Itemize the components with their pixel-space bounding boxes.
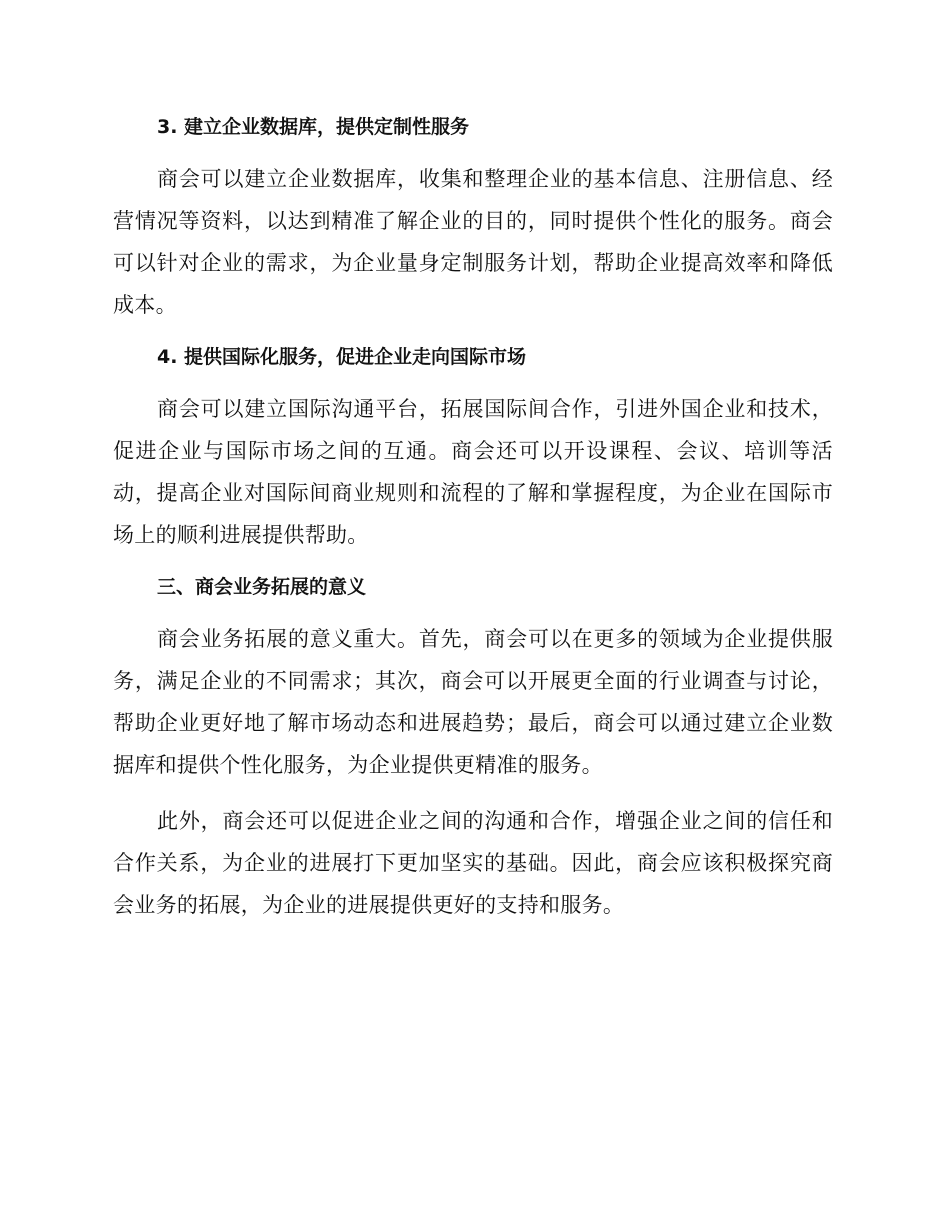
document-body xyxy=(113,110,833,940)
heading-section-4: 4. 提供国际化服务，促进企业走向国际市场 xyxy=(157,346,527,368)
paragraph-significance: 商会业务拓展的意义重大。首先，商会可以在更多的领域为企业提供服务，满足企业的不同需求；其次，商会可以开展更全面的行业调查与讨论，帮助企业更好地了解市场动态和进展趋势；最后，商会可以通过建立企业数据库和提供个性化服务，为企业提供更精准的服务。 xyxy=(113,627,833,777)
heading-section-3: 3. 建立企业数据库，提供定制性服务 xyxy=(157,116,470,138)
paragraph-database: 商会可以建立企业数据库，收集和整理企业的基本信息、注册信息、经营情况等资料，以达到精准了解企业的目的，同时提供个性化的服务。商会可以针对企业的需求，为企业量身定制服务计划，帮助企业提高效率和降低成本。 xyxy=(113,167,833,317)
paragraph-international: 商会可以建立国际沟通平台，拓展国际间合作，引进外国企业和技术，促进企业与国际市场之间的互通。商会还可以开设课程、会议、培训等活动，提高企业对国际间商业规则和流程的了解和掌握程度，为企业在国际市场上的顺利进展提供帮助。 xyxy=(113,397,833,547)
heading-part-three: 三、商会业务拓展的意义 xyxy=(157,576,367,598)
paragraph-conclusion: 此外，商会还可以促进企业之间的沟通和合作，增强企业之间的信任和合作关系，为企业的进展打下更加坚实的基础。因此，商会应该积极探究商会业务的拓展，为企业的进展提供更好的支持和服务。 xyxy=(113,809,833,917)
